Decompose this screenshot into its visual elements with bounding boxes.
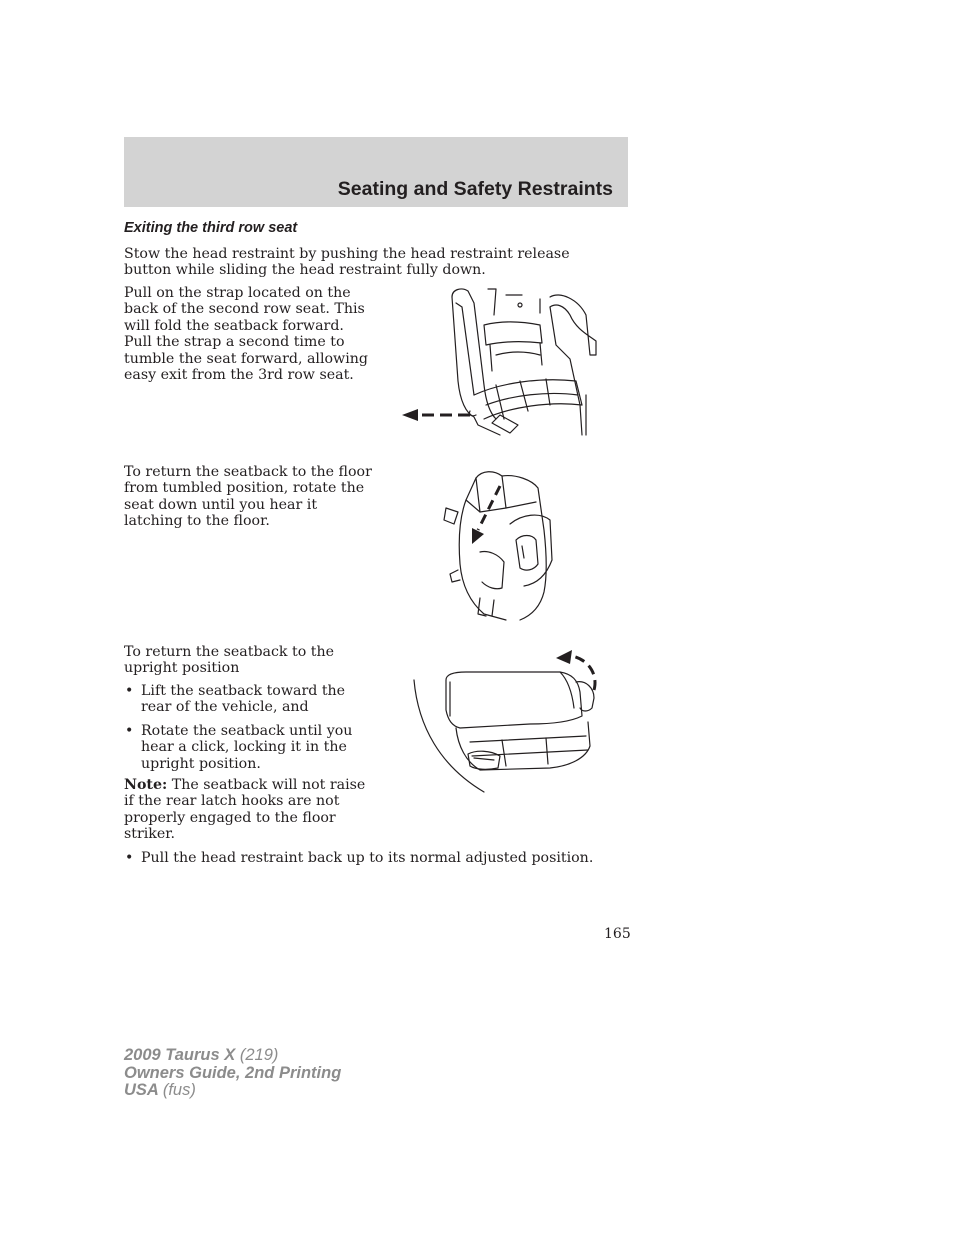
pull-strap-paragraph: Pull on the strap located on the back of the second row seat. This will fold the seatback forward. Pull the strap a second time to tumble the seat forward, allowing easy exit from the 3rd row seat. [124,285,368,384]
bullet-dot: • [125,683,134,699]
list-item [124,850,641,866]
footer-line-3 [124,1082,341,1100]
page-number: 165 [604,926,631,942]
note-text: The seatback will not raise if the rear latch hooks are not properly engaged to the floor striker. [124,777,366,843]
return-floor-paragraph: To return the seatback to the floor from tumbled position, rotate the seat down until you hear it latching to the floor. [124,464,372,530]
section-heading: Exiting the third row seat [124,220,298,236]
bullet-dot: • [125,722,134,739]
return-upright-paragraph: To return the seatback to the upright position [124,644,335,677]
page-title: Seating and Safety Restraints [337,178,613,200]
list-item [124,683,374,716]
stow-paragraph: Stow the head restraint by pushing the head restraint release button while sliding the head restraint fully down. [124,246,570,279]
footer-region: USA [124,1081,159,1099]
seat-upright-illustration [410,646,610,796]
list-item-text: Pull the head restraint back up to its normal adjusted position. [141,850,594,866]
list-item-text: Lift the seatback toward the rear of the vehicle, and [141,683,346,716]
footer-region-code: (fus) [162,1081,196,1099]
note-paragraph [124,777,374,843]
footer-line-1 [124,1047,341,1065]
seat-fold-illustration [400,285,600,445]
footer-line-2: Owners Guide, 2nd Printing [124,1063,342,1082]
header-band [124,137,628,207]
list-item [124,723,374,772]
bullet-list [124,683,374,772]
seat-tumble-illustration [436,468,566,628]
footer-model: 2009 Taurus X [124,1046,236,1064]
list-item-text: Rotate the seatback until you hear a click, locking it in the upright position. [141,722,353,772]
note-label: Note: [124,777,168,793]
footer [124,1047,341,1100]
bullet-dot: • [125,850,134,866]
footer-model-code: (219) [239,1046,279,1064]
